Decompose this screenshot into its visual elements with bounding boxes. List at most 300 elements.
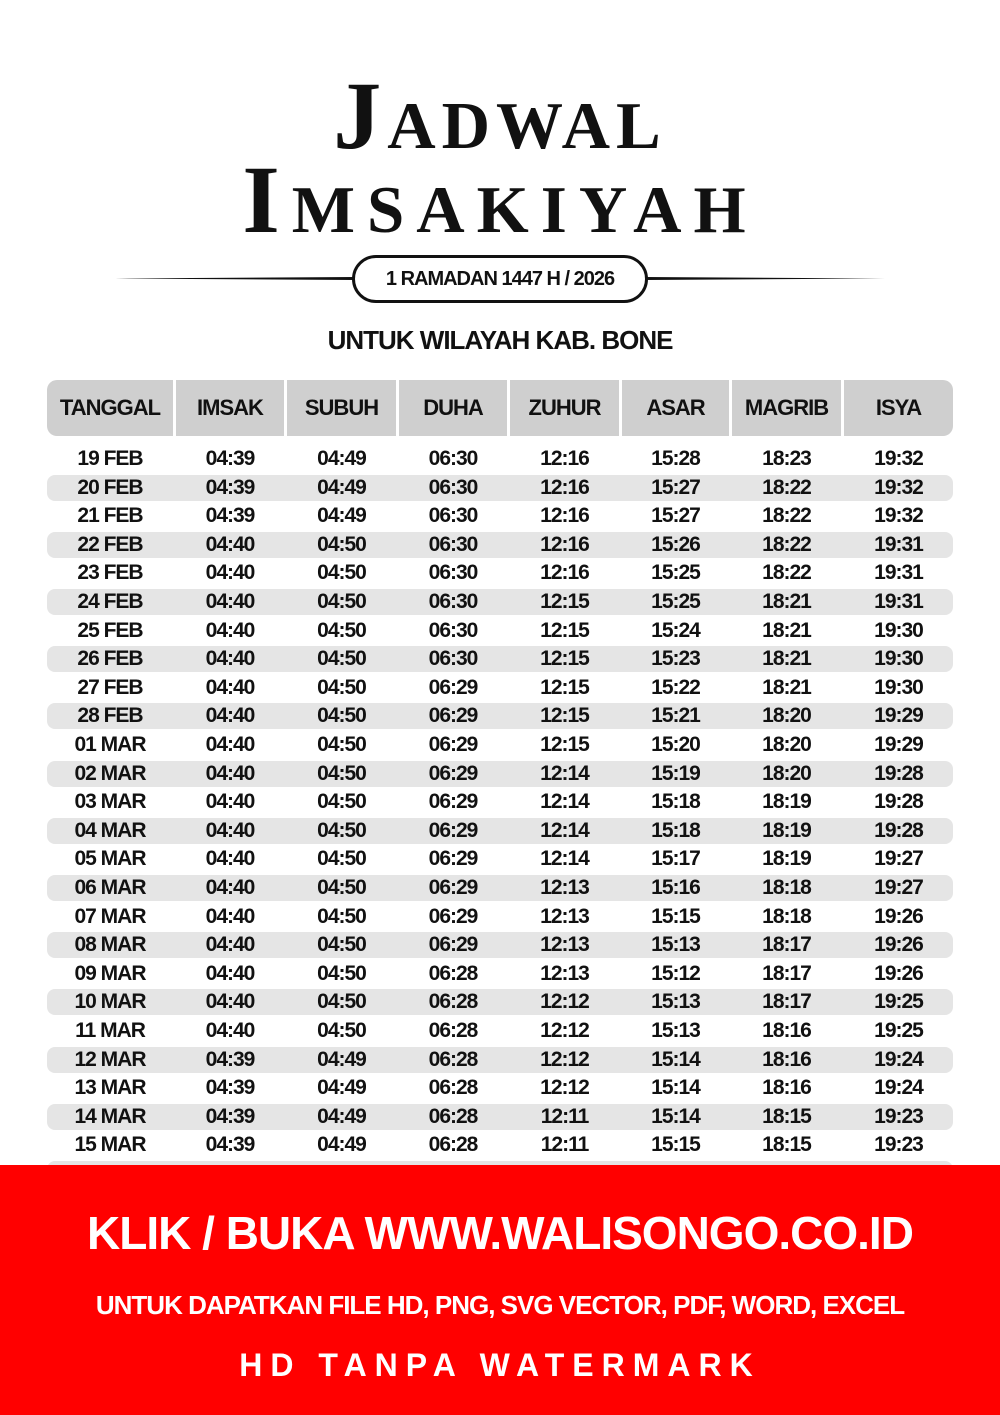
cell-tanggal xyxy=(47,875,173,901)
cell-value: 12:15 xyxy=(540,590,589,613)
cell-value: 13 MAR xyxy=(74,1076,146,1100)
cell-magrib xyxy=(732,618,841,644)
cell-value: 15:18 xyxy=(651,790,700,814)
cell-isya xyxy=(844,846,953,872)
cell-value: 14 MAR xyxy=(74,1104,146,1128)
divider-left xyxy=(115,277,355,280)
cell-subuh xyxy=(287,1075,396,1101)
cell-zuhur xyxy=(510,1018,619,1044)
cell-value: 06:28 xyxy=(428,1104,478,1128)
cell-value: 06:29 xyxy=(428,675,478,699)
cell-value: 06:29 xyxy=(428,818,478,842)
cell-asar xyxy=(622,589,729,615)
cell-zuhur xyxy=(510,532,619,558)
cell-value: 24 FEB xyxy=(77,590,143,613)
cell-tanggal xyxy=(47,818,173,844)
cell-value: 15:20 xyxy=(651,733,700,756)
cell-duha xyxy=(399,675,507,701)
cell-imsak xyxy=(176,1075,284,1101)
cell-value: 18:15 xyxy=(762,1133,811,1157)
cell-value: 15:26 xyxy=(651,532,700,556)
cell-value: 06:29 xyxy=(428,847,478,871)
cell-value: 04:39 xyxy=(205,1047,255,1071)
cell-value: 18:19 xyxy=(762,818,811,842)
cell-value: 05 MAR xyxy=(74,847,146,871)
cell-tanggal xyxy=(47,618,173,644)
cell-isya xyxy=(844,1047,953,1073)
cell-value: 04:50 xyxy=(317,561,366,585)
cell-subuh xyxy=(287,846,396,872)
cell-imsak xyxy=(176,475,284,501)
cell-tanggal xyxy=(47,560,173,586)
cell-magrib xyxy=(732,989,841,1015)
cell-value: 19:23 xyxy=(874,1104,923,1128)
table-row xyxy=(47,475,953,501)
cell-value: 04:50 xyxy=(317,704,366,728)
cell-value: 23 FEB xyxy=(77,561,143,585)
cell-magrib xyxy=(732,475,841,501)
cell-value: 04:50 xyxy=(317,818,366,842)
cell-value: 18:16 xyxy=(762,1047,811,1071)
cell-tanggal xyxy=(47,961,173,987)
cell-value: 15:17 xyxy=(651,847,700,871)
cell-asar xyxy=(622,560,729,586)
cell-asar xyxy=(622,818,729,844)
table-row xyxy=(47,1047,953,1073)
cell-zuhur xyxy=(510,875,619,901)
cell-asar xyxy=(622,532,729,558)
cell-zuhur xyxy=(510,932,619,958)
cell-value: 12:14 xyxy=(540,847,589,871)
cell-value: 04:40 xyxy=(205,933,255,957)
column-header-isya xyxy=(844,380,953,436)
cell-value: 06:30 xyxy=(428,618,478,642)
cell-asar xyxy=(622,932,729,958)
cell-value: 19:32 xyxy=(874,504,923,528)
cell-tanggal xyxy=(47,1104,173,1130)
cell-isya xyxy=(844,475,953,501)
cell-value: 15:13 xyxy=(651,1019,700,1042)
cell-asar xyxy=(622,1132,729,1158)
cell-subuh xyxy=(287,675,396,701)
cell-value: 18:16 xyxy=(762,1076,811,1100)
cell-imsak xyxy=(176,1047,284,1073)
cell-imsak xyxy=(176,761,284,787)
cell-asar xyxy=(622,446,729,472)
cell-magrib xyxy=(732,932,841,958)
cell-value: 04:49 xyxy=(317,1076,366,1100)
cell-subuh xyxy=(287,1132,396,1158)
cell-asar xyxy=(622,789,729,815)
cell-value: 15:25 xyxy=(651,590,700,613)
cell-value: 18:21 xyxy=(762,590,811,613)
cell-value: 06:29 xyxy=(428,790,478,814)
table-row xyxy=(47,503,953,529)
period-text: 1 RAMADAN 1447 H / 2026 xyxy=(385,268,615,290)
cell-value: 09 MAR xyxy=(74,961,146,985)
cell-magrib xyxy=(732,703,841,729)
column-header-duha xyxy=(399,380,507,436)
cell-value: 02 MAR xyxy=(74,761,146,785)
cell-value: 12:14 xyxy=(540,761,589,785)
cell-isya xyxy=(844,1075,953,1101)
table-row xyxy=(47,875,953,901)
cell-magrib xyxy=(732,846,841,872)
cell-magrib xyxy=(732,589,841,615)
cell-value: 04:40 xyxy=(205,961,255,985)
cell-value: 12:15 xyxy=(540,733,589,756)
banner-line-3: HD TANPA WATERMARK xyxy=(239,1347,761,1383)
cell-value: 15:15 xyxy=(651,1133,700,1157)
cell-value: 12 MAR xyxy=(74,1047,146,1071)
cell-imsak xyxy=(176,675,284,701)
cell-value: 04:50 xyxy=(317,790,366,814)
cell-tanggal xyxy=(47,446,173,472)
title-line-2: Imsakiyah xyxy=(242,146,758,253)
cell-duha xyxy=(399,560,507,586)
cell-value: 03 MAR xyxy=(74,790,146,814)
cell-value: 18:17 xyxy=(762,933,811,957)
table-row xyxy=(47,618,953,644)
cell-tanggal xyxy=(47,475,173,501)
cell-magrib xyxy=(732,1047,841,1073)
cell-zuhur xyxy=(510,732,619,758)
cell-magrib xyxy=(732,503,841,529)
cell-value: 06:30 xyxy=(428,475,478,499)
column-header-label: DUHA xyxy=(423,395,483,420)
cell-imsak xyxy=(176,1018,284,1044)
cell-value: 06:29 xyxy=(428,733,478,756)
cell-value: 18:20 xyxy=(762,761,811,785)
cell-isya xyxy=(844,1018,953,1044)
cell-value: 15:16 xyxy=(651,876,700,899)
cell-value: 19:32 xyxy=(874,447,923,470)
cell-value: 04:40 xyxy=(205,561,255,585)
table-row xyxy=(47,532,953,558)
cell-subuh xyxy=(287,989,396,1015)
cell-imsak xyxy=(176,532,284,558)
cell-value: 06:28 xyxy=(428,961,478,985)
region-text: UNTUK WILAYAH KAB. BONE xyxy=(327,325,673,355)
cell-value: 06:28 xyxy=(428,1076,478,1100)
cell-imsak xyxy=(176,789,284,815)
cell-value: 15:13 xyxy=(651,933,700,957)
cell-duha xyxy=(399,446,507,472)
cell-value: 04 MAR xyxy=(74,818,146,842)
cell-duha xyxy=(399,732,507,758)
cell-value: 26 FEB xyxy=(77,647,143,671)
cell-imsak xyxy=(176,989,284,1015)
cell-value: 10 MAR xyxy=(74,990,146,1014)
cell-isya xyxy=(844,675,953,701)
cell-value: 06:28 xyxy=(428,1047,478,1071)
cell-value: 12:12 xyxy=(540,1076,589,1100)
cell-subuh xyxy=(287,703,396,729)
table-row xyxy=(47,446,953,472)
cell-value: 06:30 xyxy=(428,590,478,613)
column-header-label: MAGRIB xyxy=(744,395,829,420)
cell-imsak xyxy=(176,503,284,529)
cell-isya xyxy=(844,646,953,672)
banner-line-2: UNTUK DAPATKAN FILE HD, PNG, SVG VECTOR, PDF, WORD, EXCEL xyxy=(95,1290,905,1320)
cell-value: 19:25 xyxy=(874,990,923,1014)
table-row xyxy=(47,1104,953,1130)
cell-imsak xyxy=(176,446,284,472)
column-header-label: IMSAK xyxy=(197,395,263,420)
cell-value: 18:17 xyxy=(762,990,811,1014)
cell-tanggal xyxy=(47,532,173,558)
cell-value: 04:40 xyxy=(205,733,255,756)
cell-isya xyxy=(844,761,953,787)
cell-value: 12:14 xyxy=(540,818,589,842)
cell-value: 04:40 xyxy=(205,590,255,613)
cell-zuhur xyxy=(510,904,619,930)
cell-magrib xyxy=(732,675,841,701)
table-row xyxy=(47,1075,953,1101)
cell-isya xyxy=(844,618,953,644)
cell-asar xyxy=(622,1104,729,1130)
cell-value: 15:27 xyxy=(651,504,700,528)
cell-value: 18:18 xyxy=(762,876,811,899)
table-row xyxy=(47,846,953,872)
cell-asar xyxy=(622,875,729,901)
cell-value: 15:21 xyxy=(651,704,700,728)
cell-duha xyxy=(399,1075,507,1101)
cell-isya xyxy=(844,1132,953,1158)
column-header-magrib xyxy=(732,380,841,436)
cell-value: 04:40 xyxy=(205,532,255,556)
cell-value: 18:19 xyxy=(762,847,811,871)
cell-value: 18:19 xyxy=(762,790,811,814)
cell-duha xyxy=(399,1104,507,1130)
cell-value: 12:12 xyxy=(540,1019,589,1042)
cell-value: 04:49 xyxy=(317,1104,366,1128)
table-row xyxy=(47,761,953,787)
cell-value: 15:25 xyxy=(651,561,700,585)
cell-value: 12:16 xyxy=(540,447,589,470)
table-row xyxy=(47,989,953,1015)
cell-tanggal xyxy=(47,1075,173,1101)
cell-asar xyxy=(622,1047,729,1073)
table-header xyxy=(47,380,953,436)
cell-value: 18:21 xyxy=(762,675,811,699)
cell-value: 06:28 xyxy=(428,990,478,1014)
cell-duha xyxy=(399,1018,507,1044)
cell-value: 18:22 xyxy=(762,561,811,585)
cell-value: 18:17 xyxy=(762,961,811,985)
cell-value: 04:50 xyxy=(317,647,366,671)
cell-value: 12:13 xyxy=(540,904,589,928)
cell-duha xyxy=(399,989,507,1015)
cell-isya xyxy=(844,818,953,844)
cell-magrib xyxy=(732,446,841,472)
cell-value: 04:50 xyxy=(317,904,366,928)
cell-value: 06:29 xyxy=(428,876,478,899)
cell-subuh xyxy=(287,904,396,930)
cell-tanggal xyxy=(47,589,173,615)
cell-tanggal xyxy=(47,675,173,701)
cell-value: 15:15 xyxy=(651,904,700,928)
cell-value: 12:13 xyxy=(540,961,589,985)
cell-subuh xyxy=(287,503,396,529)
cell-zuhur xyxy=(510,703,619,729)
cell-asar xyxy=(622,618,729,644)
cell-value: 19:30 xyxy=(874,647,923,671)
cell-zuhur xyxy=(510,789,619,815)
cell-asar xyxy=(622,989,729,1015)
cell-zuhur xyxy=(510,1132,619,1158)
cell-value: 15:14 xyxy=(651,1047,700,1071)
column-header-subuh xyxy=(287,380,396,436)
cell-zuhur xyxy=(510,818,619,844)
cell-tanggal xyxy=(47,932,173,958)
cell-zuhur xyxy=(510,1047,619,1073)
cell-value: 12:16 xyxy=(540,561,589,585)
cell-imsak xyxy=(176,646,284,672)
cell-value: 22 FEB xyxy=(77,532,143,556)
cell-imsak xyxy=(176,818,284,844)
cell-value: 27 FEB xyxy=(77,675,143,699)
cell-duha xyxy=(399,818,507,844)
cell-asar xyxy=(622,475,729,501)
cell-subuh xyxy=(287,618,396,644)
cell-imsak xyxy=(176,618,284,644)
cell-tanggal xyxy=(47,789,173,815)
cell-imsak xyxy=(176,1104,284,1130)
cell-imsak xyxy=(176,961,284,987)
cell-value: 12:16 xyxy=(540,475,589,499)
cell-magrib xyxy=(732,761,841,787)
table-row xyxy=(47,703,953,729)
cell-magrib xyxy=(732,560,841,586)
cell-value: 12:13 xyxy=(540,933,589,957)
cell-value: 19:31 xyxy=(874,561,923,585)
cell-value: 04:50 xyxy=(317,590,366,613)
table-row xyxy=(47,732,953,758)
cell-value: 08 MAR xyxy=(74,933,146,957)
column-header-label: ASAR xyxy=(646,395,705,420)
cell-value: 12:15 xyxy=(540,704,589,728)
cell-tanggal xyxy=(47,646,173,672)
cell-isya xyxy=(844,961,953,987)
cell-isya xyxy=(844,875,953,901)
cell-tanggal xyxy=(47,1047,173,1073)
cell-value: 19:31 xyxy=(874,532,923,556)
cell-value: 04:50 xyxy=(317,847,366,871)
cell-duha xyxy=(399,875,507,901)
cell-imsak xyxy=(176,875,284,901)
cell-asar xyxy=(622,503,729,529)
table-row xyxy=(47,1018,953,1044)
cell-subuh xyxy=(287,560,396,586)
cell-subuh xyxy=(287,961,396,987)
cell-value: 19:24 xyxy=(874,1047,923,1071)
cell-value: 19:24 xyxy=(874,1076,923,1100)
cell-subuh xyxy=(287,475,396,501)
cell-value: 04:49 xyxy=(317,447,366,470)
table-row xyxy=(47,818,953,844)
cell-duha xyxy=(399,846,507,872)
cell-value: 12:11 xyxy=(540,1104,589,1128)
cell-value: 04:40 xyxy=(205,990,255,1014)
cell-magrib xyxy=(732,646,841,672)
period-badge xyxy=(352,255,648,303)
cell-isya xyxy=(844,732,953,758)
cell-value: 18:22 xyxy=(762,504,811,528)
cell-tanggal xyxy=(47,761,173,787)
table-row xyxy=(47,961,953,987)
cell-value: 04:50 xyxy=(317,532,366,556)
cell-isya xyxy=(844,560,953,586)
cell-value: 04:39 xyxy=(205,1104,255,1128)
cell-isya xyxy=(844,932,953,958)
region-subtitle xyxy=(0,322,1000,358)
cell-value: 04:40 xyxy=(205,790,255,814)
column-header-asar xyxy=(622,380,729,436)
cell-value: 04:49 xyxy=(317,1133,366,1157)
cell-value: 06:30 xyxy=(428,504,478,528)
cell-subuh xyxy=(287,732,396,758)
cell-value: 12:13 xyxy=(540,876,589,899)
cell-subuh xyxy=(287,646,396,672)
cell-value: 04:50 xyxy=(317,990,366,1014)
cell-value: 01 MAR xyxy=(74,733,146,756)
cell-zuhur xyxy=(510,961,619,987)
cell-isya xyxy=(844,532,953,558)
promo-banner[interactable] xyxy=(0,1165,1000,1415)
cell-value: 19:30 xyxy=(874,675,923,699)
cell-value: 04:50 xyxy=(317,933,366,957)
cell-value: 15:12 xyxy=(651,961,700,985)
cell-value: 19 FEB xyxy=(77,447,143,470)
table-row xyxy=(47,589,953,615)
cell-duha xyxy=(399,503,507,529)
cell-value: 19:26 xyxy=(874,904,923,928)
column-header-zuhur xyxy=(510,380,619,436)
cell-value: 06:30 xyxy=(428,447,478,470)
cell-magrib xyxy=(732,818,841,844)
column-header-label: SUBUH xyxy=(304,395,379,420)
cell-value: 12:12 xyxy=(540,1047,589,1071)
cell-value: 18:23 xyxy=(762,447,811,470)
cell-duha xyxy=(399,789,507,815)
cell-value: 04:40 xyxy=(205,876,255,899)
cell-magrib xyxy=(732,961,841,987)
cell-value: 15:23 xyxy=(651,647,700,671)
cell-magrib xyxy=(732,1075,841,1101)
cell-tanggal xyxy=(47,904,173,930)
cell-asar xyxy=(622,1075,729,1101)
cell-magrib xyxy=(732,732,841,758)
cell-asar xyxy=(622,1018,729,1044)
cell-value: 06:29 xyxy=(428,761,478,785)
cell-value: 06:29 xyxy=(428,704,478,728)
title-line-1: Jadwal xyxy=(333,62,667,169)
cell-value: 06:29 xyxy=(428,904,478,928)
cell-zuhur xyxy=(510,1104,619,1130)
cell-value: 04:39 xyxy=(205,1076,255,1100)
cell-duha xyxy=(399,1132,507,1158)
cell-value: 15:24 xyxy=(651,618,700,642)
cell-value: 19:26 xyxy=(874,961,923,985)
cell-subuh xyxy=(287,761,396,787)
cell-subuh xyxy=(287,818,396,844)
cell-duha xyxy=(399,475,507,501)
cell-value: 19:27 xyxy=(874,847,923,871)
cell-value: 18:21 xyxy=(762,618,811,642)
cell-duha xyxy=(399,618,507,644)
cell-value: 19:25 xyxy=(874,1019,923,1042)
